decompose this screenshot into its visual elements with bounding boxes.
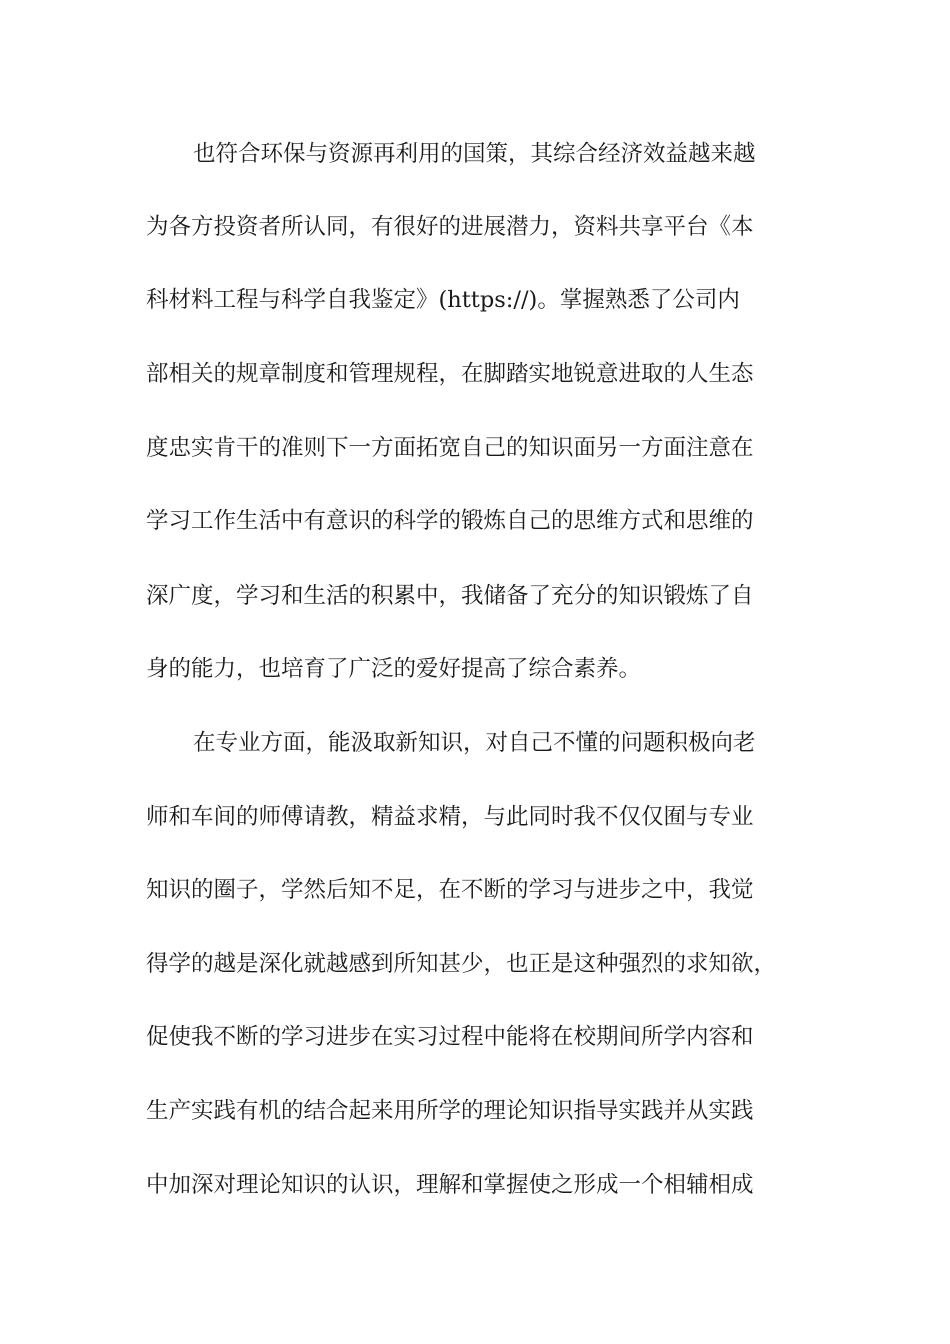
paragraph-1-line-4: 部相关的规章制度和管理规程，在脚踏实地锐意进取的人生态 [146, 361, 754, 387]
paragraph-2-line-1: 在专业方面，能汲取新知识，对自己不懂的问题积极向老 [193, 730, 756, 756]
paragraph-1-line-6: 学习工作生活中有意识的科学的锻炼自己的思维方式和思维的 [146, 508, 754, 534]
paragraph-1-line-1: 也符合环保与资源再利用的国策，其综合经济效益越来越 [193, 141, 756, 167]
paragraph-2-line-7: 中加深对理论知识的认识，理解和掌握使之形成一个相辅相成 [146, 1172, 754, 1198]
paragraph-2-line-6: 生产实践有机的结合起来用所学的理论知识指导实践并从实践 [146, 1098, 754, 1124]
paragraph-1-line-7: 深广度，学习和生活的积累中，我储备了充分的知识锻炼了自 [146, 583, 754, 609]
paragraph-2-line-3: 知识的圈子，学然后知不足，在不断的学习与进步之中，我觉 [146, 877, 754, 903]
paragraph-1-line-2: 为各方投资者所认同，有很好的进展潜力，资料共享平台《本 [146, 214, 754, 240]
paragraph-2-line-4: 得学的越是深化就越感到所知甚少，也正是这种强烈的求知欲， [146, 951, 777, 977]
paragraph-1-line-3: 科材料工程与科学自我鉴定》(https://)。掌握熟悉了公司内 [146, 287, 740, 313]
paragraph-1-line-5: 度忠实肯干的准则下一方面拓宽自己的知识面另一方面注意在 [146, 435, 754, 461]
paragraph-2-line-5: 促使我不断的学习进步在实习过程中能将在校期间所学内容和 [146, 1024, 754, 1050]
paragraph-2-line-2: 师和车间的师傅请教，精益求精，与此同时我不仅仅囿与专业 [146, 804, 754, 830]
paragraph-1-line-8: 身的能力，也培育了广泛的爱好提高了综合素养。 [146, 656, 642, 682]
